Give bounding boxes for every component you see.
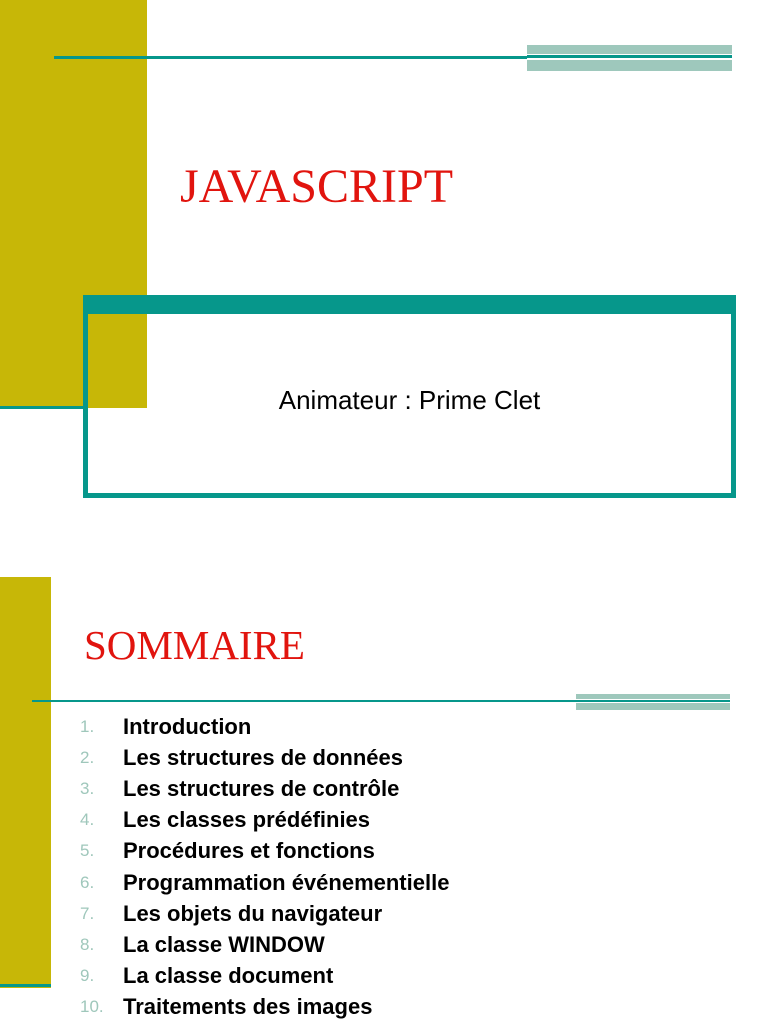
toc-item [80, 961, 449, 992]
presenter-label: Animateur : Prime Clet [278, 385, 541, 415]
toc-item [80, 992, 449, 1023]
toc-number: 6. [80, 872, 95, 892]
top-rule-decoration [527, 45, 732, 71]
toc-number: 3. [80, 778, 95, 798]
toc-item [80, 898, 449, 929]
title-rule-decoration [576, 694, 730, 710]
toc-item [80, 836, 449, 867]
toc-label: Procédures et fonctions [123, 838, 375, 864]
toc-label: La classe WINDOW [123, 931, 325, 957]
toc-label: Traitements des images [123, 994, 373, 1020]
toc-item [80, 805, 449, 836]
toc-item [80, 742, 449, 773]
toc-label: Les objets du navigateur [123, 900, 383, 926]
toc-number: 8. [80, 934, 95, 954]
olive-side-band [0, 577, 51, 988]
toc-item [80, 773, 449, 804]
toc-label: Les structures de données [123, 744, 403, 770]
toc-number: 2. [80, 747, 95, 767]
summary-title: SOMMAIRE [84, 622, 305, 668]
toc-label: La classe document [123, 963, 334, 989]
toc-number: 5. [80, 841, 95, 861]
toc-label: Les structures de contrôle [123, 775, 400, 801]
toc-number: 4. [80, 810, 95, 830]
band-underline [0, 984, 51, 987]
toc-number: 1. [80, 716, 95, 736]
toc-label: Introduction [123, 713, 252, 739]
slide-title: JAVASCRIPT [180, 160, 454, 213]
toc-number: 10. [80, 997, 104, 1017]
toc-item [80, 929, 449, 960]
toc-number: 9. [80, 966, 95, 986]
toc-item [80, 711, 449, 742]
table-of-contents [80, 711, 449, 1023]
toc-item [80, 867, 449, 898]
toc-label: Programmation événementielle [123, 869, 450, 895]
toc-number: 7. [80, 903, 95, 923]
toc-label: Les classes prédéfinies [123, 807, 371, 833]
band-underline [0, 406, 84, 409]
